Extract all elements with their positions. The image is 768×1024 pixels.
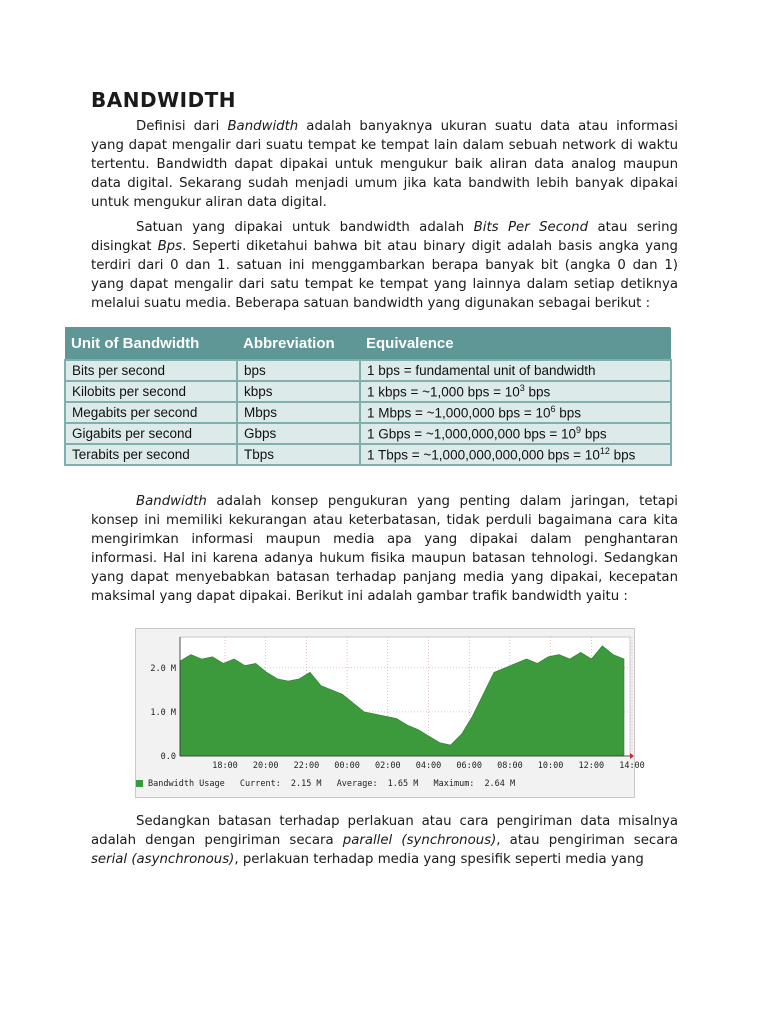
legend-label: Bandwidth Usage <box>148 779 225 789</box>
x-axis-arrow <box>630 753 634 759</box>
legend-maximum-label: Maximum: <box>433 779 475 789</box>
legend-maximum: 2.64 M <box>484 779 516 789</box>
x-tick-label: 12:00 <box>578 761 605 771</box>
legend-average: 1.65 M <box>387 779 419 789</box>
table-row <box>65 444 671 465</box>
y-tick-label: 1.0 M <box>150 707 176 718</box>
chart-legend <box>136 779 525 789</box>
x-tick-label: 10:00 <box>537 761 564 771</box>
cell-unit: Bits per second <box>65 360 237 381</box>
x-tick-label: 18:00 <box>212 761 238 771</box>
cell-abbr: Tbps <box>237 444 360 465</box>
paragraph-definition: Definisi dari Bandwidth adalah banyaknya ukuran suatu data atau informasi yang dapat mengalir dari suatu tempat ke tempat lain dalam sebuah network di waktu tertentu. Bandwidth dapat dipakai untuk mengukur baik aliran data analog maupun data digital. Sekarang sudah menjadi umum jika kata bandwith lebih banyak dipakai untuk mengukur aliran data digital. <box>91 119 679 210</box>
legend-current: 2.15 M <box>290 779 322 789</box>
cell-eq: 1 Gbps = ~1,000,000,000 bps = $10^9$ bps <box>360 423 671 444</box>
cell-unit: Megabits per second <box>65 402 237 423</box>
y-tick-label: 2.0 M <box>150 663 176 674</box>
cell-unit: Kilobits per second <box>65 381 237 402</box>
chart-plot <box>136 629 645 779</box>
header-equivalence: Equivalence <box>360 327 671 360</box>
cell-unit: Gigabits per second <box>65 423 237 444</box>
cell-eq: 1 bps = fundamental unit of bandwidth <box>360 360 671 381</box>
table-row <box>65 402 671 423</box>
x-tick-label: 22:00 <box>293 761 320 771</box>
cell-eq: 1 Mbps = ~1,000,000 bps = $10^6$ bps <box>360 402 671 423</box>
bandwidth-units-table <box>64 327 672 466</box>
x-tick-label: 06:00 <box>456 761 482 771</box>
paragraph-limits: Sedangkan batasan terhadap perlakuan atau cara pengiriman data misalnya adalah dengan pengiriman secara parallel (synchronous), atau pengiriman secara serial (asynchronous), perlakuan terhadap media yang spesifik seperti media yang <box>91 814 678 867</box>
x-tick-label: 14:00 <box>619 761 645 771</box>
cell-unit: Terabits per second <box>65 444 237 465</box>
x-tick-label: 20:00 <box>252 761 279 771</box>
table-row <box>65 423 671 444</box>
paragraph-units: Satuan yang dipakai untuk bandwidth adalah Bits Per Second atau sering disingkat Bps. Seperti diketahui bahwa bit atau binary digit adalah basis angka yang terdiri dari 0 dan 1. satuan ini menggambarkan berapa banyak bit (angka 0 dan 1) yang dapat mengalir dari satu tempat ke tempat yang lainnya dalam setiap detiknya melalui suatu media. Beberapa satuan bandwidth yang digunakan sebagai berikut : <box>91 220 678 311</box>
x-tick-label: 08:00 <box>497 761 523 771</box>
x-tick-label: 02:00 <box>375 761 401 771</box>
cell-eq: 1 Tbps = ~1,000,000,000,000 bps = $10^{12}$ bps <box>360 444 671 465</box>
document-page <box>71 88 679 869</box>
bandwidth-table-wrap <box>64 327 676 466</box>
cell-eq: 1 kbps = ~1,000 bps = $10^3$ bps <box>360 381 671 402</box>
header-abbreviation: Abbreviation <box>237 327 360 360</box>
cell-abbr: Mbps <box>237 402 360 423</box>
page-title: BANDWIDTH <box>91 88 237 112</box>
y-tick-label: 0.0 <box>160 752 176 762</box>
table-row <box>65 360 671 381</box>
bandwidth-traffic-chart <box>135 628 645 798</box>
cell-abbr: bps <box>237 360 360 381</box>
x-tick-label: 00:00 <box>334 761 360 771</box>
header-unit: Unit of Bandwidth <box>65 327 237 360</box>
table-row <box>65 381 671 402</box>
legend-average-label: Average: <box>336 779 378 789</box>
legend-current-label: Current: <box>239 779 281 789</box>
cell-abbr: kbps <box>237 381 360 402</box>
legend-swatch <box>136 780 143 787</box>
x-tick-label: 04:00 <box>415 761 442 771</box>
cell-abbr: Gbps <box>237 423 360 444</box>
paragraph-concept: Bandwidth adalah konsep pengukuran yang penting dalam jaringan, tetapi konsep ini memiliki kekurangan atau keterbatasan, tidak perduli bagaimana cara kita mengirimkan informasi maupun media apa yang dipakai dalam penghantaran informasi. Hal ini karena adanya hukum fisika maupun batasan tehnologi. Sedangkan yang dapat menyebabkan batasan terhadap panjang media yang dipakai, kecepatan maksimal yang dapat dipakai. Berikut ini adalah gambar trafik bandwidth yaitu : <box>91 494 678 604</box>
